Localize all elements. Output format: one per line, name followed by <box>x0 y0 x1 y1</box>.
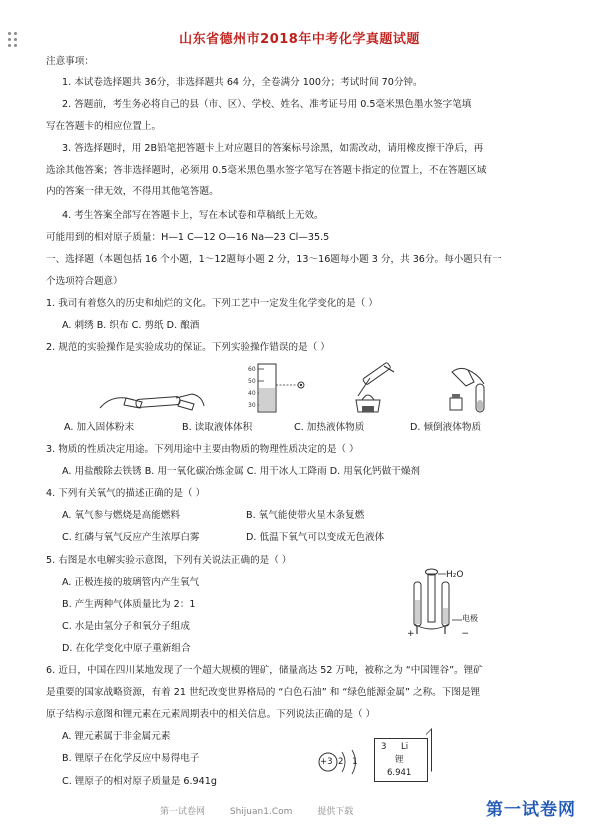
question-2-option-a: A. 加入固体粉末 <box>64 422 135 433</box>
figure-heating-liquid <box>348 362 400 416</box>
question-2-option-b: B. 读取液体体积 <box>182 422 253 433</box>
question-6-line-2: 是重要的国家战略资源，有着 21 世纪改变世界格局的 “白色石油” 和 “绿色能源金属” 之称。下图是锂 <box>46 687 481 698</box>
question-3-stem: 3. 物质的性质决定用途。下列用途中主要由物质的物理性质决定的是（ ） <box>46 444 359 455</box>
question-4-option-c: C. 红磷与氧气反应产生浓厚白雾 <box>62 532 200 543</box>
electrolysis-electrode-label: 电极 <box>462 614 478 623</box>
question-4-option-a: A. 氧气参与燃烧是高能燃料 <box>62 510 181 521</box>
cylinder-mark-50: 50 <box>248 378 256 385</box>
note-2-line-2: 写在答题卡的相应位置上。 <box>46 121 162 132</box>
lithium-symbol: Li <box>401 742 409 752</box>
lithium-name: 锂 <box>395 755 404 765</box>
watermark-logo: 第一试卷网 <box>486 800 576 820</box>
electrolysis-h2o-label: H₂O <box>446 570 464 580</box>
question-3-options: A. 用盐酸除去铁锈 B. 用一氧化碳冶炼金属 C. 用干冰人工降雨 D. 用氧化钙做干燥剂 <box>62 466 421 477</box>
page-title: 山东省德州市2018年中考化学真题试题 <box>179 32 420 47</box>
note-4: 4. 考生答案全部写在答题卡上，写在本试卷和草稿纸上无效。 <box>62 210 324 221</box>
notes-heading: 注意事项： <box>46 56 94 67</box>
figure-pouring-liquid <box>444 362 500 418</box>
question-4-option-b: B. 氧气能使带火星木条复燃 <box>246 510 365 521</box>
page-footer <box>160 804 375 817</box>
note-3-line-2: 选涂其他答案；答非选择题时，必须用 0.5毫米黑色墨水签字笔写在答题卡指定的位置上，不在答题区域 <box>46 165 487 176</box>
lithium-element-card <box>374 738 428 782</box>
note-1: 1. 本试卷选择题共 36分，非选择题共 64 分，全卷满分 100分；考试时间 70分钟。 <box>62 77 423 88</box>
figure-adding-powder <box>96 378 208 418</box>
question-6-line-1: 6. 近日，中国在四川某地发现了一个超大规模的锂矿，储量高达 52 万吨，被称之为 “中国锂谷”。锂矿 <box>46 665 483 676</box>
question-2-option-c: C. 加热液体物质 <box>294 422 365 433</box>
section-heading-line-2: 个选项符合题意） <box>46 276 123 287</box>
cylinder-mark-30: 30 <box>248 402 256 409</box>
cylinder-mark-60: 60 <box>248 366 256 373</box>
lithium-electron-shells: 2 1 <box>338 757 361 767</box>
question-6-option-c: C. 锂原子的相对原子质量是 6.941g <box>62 776 217 787</box>
question-5-stem: 5. 右图是水电解实验示意图，下列有关说法正确的是（ ） <box>46 555 292 566</box>
question-6-line-3: 原子结构示意图和锂元素在元素周期表中的相关信息。下列说法正确的是（ ） <box>46 709 376 720</box>
question-2-stem: 2. 规范的实验操作是实验成功的保证。下列实验操作错误的是（ ） <box>46 342 330 353</box>
atomic-mass-line: 可能用到的相对原子质量：H—1 C—12 O—16 Na—23 Cl—35.5 <box>46 232 330 243</box>
question-4-stem: 4. 下列有关氧气的描述正确的是（ ） <box>46 488 206 499</box>
note-2-line-1: 2. 答题前，考生务必将自己的县（市、区）、学校、姓名、准考证号用 0.5毫米黑色墨水签字笔填 <box>62 99 472 110</box>
section-heading-line-1: 一、选择题（本题包括 16 个小题，1～12题每小题 2 分，13～16题每小题 3 分，共 36分。每小题只有一 <box>46 254 502 265</box>
electrolysis-polarity-label: + − <box>407 629 491 639</box>
cylinder-mark-40: 40 <box>248 390 256 397</box>
question-6-option-a: A. 锂元素属于非金属元素 <box>62 731 171 742</box>
lithium-atomic-mass: 6.941 <box>387 768 412 778</box>
figure-graduated-cylinder <box>248 362 308 414</box>
question-5-option-d: D. 在化学变化中原子重新组合 <box>62 643 191 654</box>
question-4-option-d: D. 低温下氧气可以变成无色液体 <box>246 532 385 543</box>
question-2-option-d: D. 倾倒液体物质 <box>410 422 482 433</box>
question-6-option-b: B. 锂原子在化学反应中易得电子 <box>62 753 200 764</box>
footer-download-note: 提供下载 <box>317 807 354 817</box>
question-5-option-a: A. 正极连接的玻璃管内产生氧气 <box>62 577 200 588</box>
note-3-line-1: 3. 答选择题时，用 2B铅笔把答题卡上对应题目的答案标号涂黑，如需改动，请用橡皮擦干净后，再 <box>62 143 484 154</box>
question-1-options: A. 刺绣 B. 织布 C. 剪纸 D. 酿酒 <box>62 320 200 331</box>
lithium-atomic-number: 3 <box>381 742 387 752</box>
question-1-stem: 1. 我司有着悠久的历史和灿烂的文化。下列工艺中一定发生化学变化的是（ ） <box>46 298 378 309</box>
footer-site-name: 第一试卷网 <box>160 807 206 817</box>
lithium-nucleus-charge: +3 <box>320 757 333 767</box>
note-3-line-3: 内的答案一律无效，不得用其他笔答题。 <box>46 186 219 197</box>
footer-site-url[interactable]: Shijuan1.Com <box>229 807 293 817</box>
question-5-option-c: C. 水是由氢分子和氧分子组成 <box>62 621 190 632</box>
question-5-option-b: B. 产生两种气体质量比为 2：1 <box>62 599 196 610</box>
